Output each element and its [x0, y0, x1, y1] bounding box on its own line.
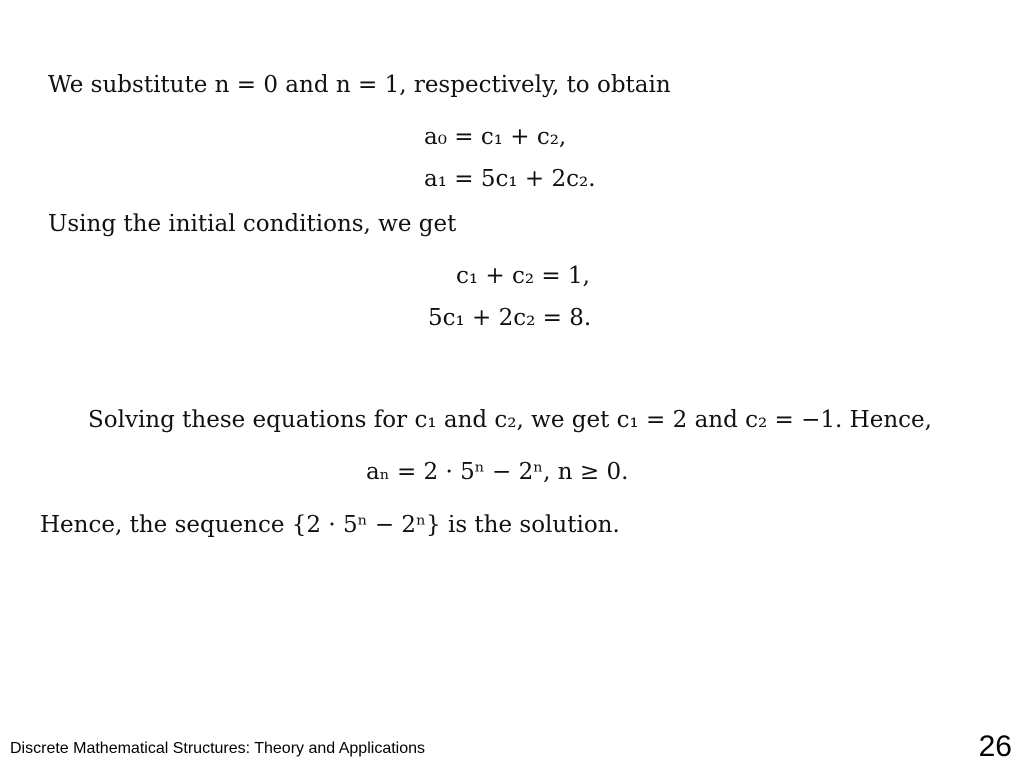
paragraph-initial-conditions: Using the initial conditions, we get — [48, 211, 457, 237]
paragraph-solving: Solving these equations for c₁ and c₂, we get c₁ = 2 and c₂ = −1. Hence, — [88, 407, 932, 433]
equation-a0: a₀ = c₁ + c₂, — [424, 124, 567, 150]
footer-course-title: Discrete Mathematical Structures: Theory and Applications — [10, 740, 426, 757]
equation-c-sum: c₁ + c₂ = 1, — [456, 263, 590, 289]
equation-a1: a₁ = 5c₁ + 2c₂. — [424, 166, 596, 192]
paragraph-substitute: We substitute n = 0 and n = 1, respectively, to obtain — [48, 72, 671, 98]
paragraph-conclusion: Hence, the sequence {2 · 5ⁿ − 2ⁿ} is the solution. — [40, 512, 620, 538]
page-number: 26 — [978, 730, 1012, 763]
equation-c-weighted: 5c₁ + 2c₂ = 8. — [428, 305, 592, 331]
equation-solution: aₙ = 2 · 5ⁿ − 2ⁿ, n ≥ 0. — [366, 459, 629, 485]
